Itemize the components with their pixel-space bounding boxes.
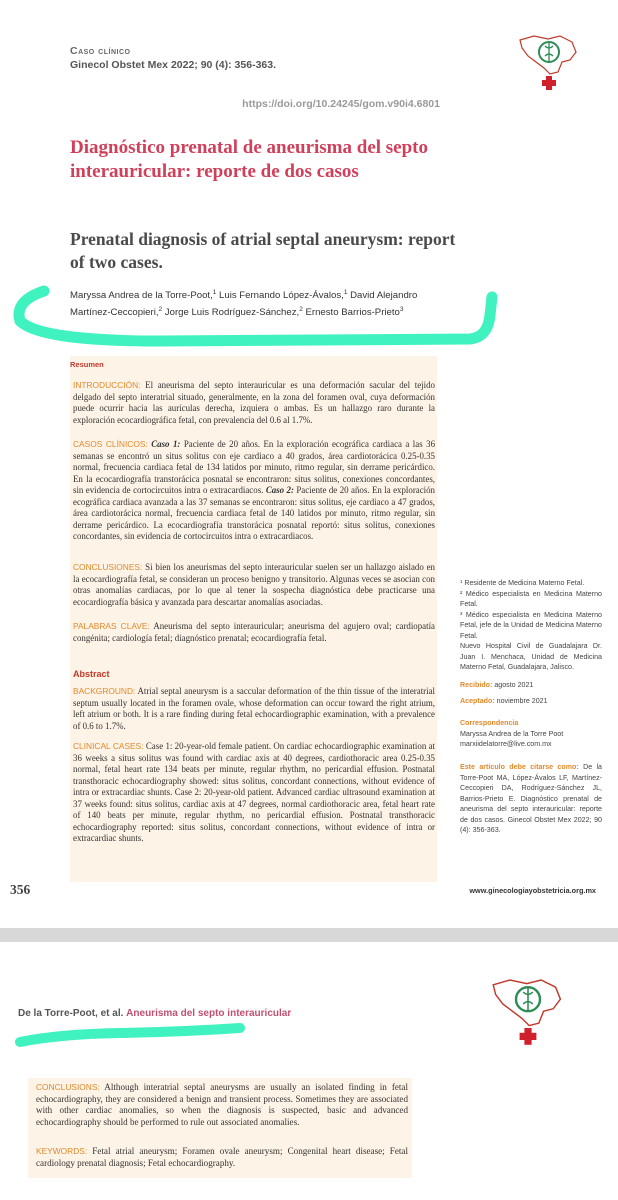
affiliations <box>460 578 602 673</box>
accepted-date <box>460 696 602 707</box>
doi-link[interactable]: https://doi.org/10.24245/gom.v90i4.6801 <box>242 98 440 110</box>
running-header-author: De la Torre-Poot, et al. <box>18 1008 124 1019</box>
abstract-conclusions <box>36 1082 408 1128</box>
resumen-casos <box>73 439 435 543</box>
clinical-cases-label: CLINICAL CASES: <box>73 741 144 751</box>
affiliation-item: ³ Médico especialista en Medicina Materno Fetal, jefe de la Unidad de Medicina Materno Fetal. <box>460 610 602 640</box>
abstract-keywords <box>36 1146 408 1169</box>
palabras-clave-label: PALABRAS CLAVE: <box>73 621 150 631</box>
society-logo <box>486 972 570 1048</box>
palabras-clave-text: Aneurisma del septo interauricular; aneurisma del agujero oval; cardiopatía congénita; cardiología fetal; diagnóstico prenatal; ecocardiografía fetal. <box>73 621 435 643</box>
conclusions-text: Although interatrial septal aneurysms are usually an isolated finding in fetal echocardiography, they are considered a benign and transient process. Sometimes they are associated with other cardiac anomalies, so when the diagnosis is suspected, basic and advanced echocardiography should be performed to rule out associated anomalies. <box>36 1082 408 1127</box>
abstract-clinical-cases <box>73 741 435 845</box>
conclusions-label: CONCLUSIONS: <box>36 1082 100 1092</box>
background-label: BACKGROUND: <box>73 686 136 696</box>
page-separator <box>0 928 618 942</box>
resumen-introduccion <box>73 380 435 426</box>
author-name: Ernesto Barrios-Prieto <box>302 307 400 319</box>
background-text: Atrial septal aneurysm is a saccular deformation of the thin tissue of the interatrial septum usually located in the foramen ovale, whose deformation can occur toward the right atrium, left atrium or both. It is a rare finding during fetal echocardiographic examination, with a prevalence of 0.6 to 1.7%. <box>73 686 435 731</box>
correspondence-email[interactable]: marxiidelatorre@live.com.mx <box>460 740 552 748</box>
correspondence-name: Maryssa Andrea de la Torre Poot <box>460 729 564 738</box>
correspondence <box>460 718 602 750</box>
author-affiliation-mark: 2 <box>299 306 303 314</box>
resumen-heading: Resumen <box>70 360 104 369</box>
accepted-value: noviembre 2021 <box>496 697 548 705</box>
resumen-palabras-clave <box>73 621 435 644</box>
cite-label: Este artículo debe citarse como: <box>460 763 579 771</box>
author-name: Maryssa Andrea de la Torre-Poot, <box>70 290 213 302</box>
affiliation-item: ² Médico especialista en Medicina Materno Fetal. <box>460 589 602 608</box>
accepted-label: Aceptado: <box>460 697 495 705</box>
section-label: Caso clínico <box>70 45 131 57</box>
journal-citation: Ginecol Obstet Mex 2022; 90 (4): 356-363. <box>70 59 277 71</box>
received-value: agosto 2021 <box>494 681 534 689</box>
author-affiliation-mark: 3 <box>399 306 404 314</box>
keywords-label: KEYWORDS: <box>36 1146 88 1156</box>
author-name: David Alejandro Martínez-Ceccopieri, <box>70 290 418 319</box>
introduccion-label: INTRODUCCIÓN: <box>73 380 141 390</box>
introduccion-text: El aneurisma del septo interauricular es una deformación sacular del tejido delgado del septo interatrial situado, generalmente, en la zona del foramen oval, cuya deformación puede ocurrir hacia las aurículas derecha, izquiera o ambas. Es un hallazgo raro durante la exploración ecocardiográfica fetal, con prevalencia del 0.6 al 1.7%. <box>73 380 435 425</box>
cite-text: De la Torre-Poot MA, López-Ávalos LF, Martínez-Ceccopieri DA, Rodríguez-Sánchez JL, Barrios-Prieto E. Diagnóstico prenatal de aneurisma del septo interauricular: reporte de dos casos. Ginecol Obstet Mex 2022; 90 (4): 356-363. <box>460 763 603 834</box>
author-affiliation-mark: 1 <box>343 289 348 296</box>
affiliation-item: ¹ Residente de Medicina Materno Fetal. <box>460 579 585 587</box>
abstract-background <box>73 686 435 732</box>
article-title-spanish: Diagnóstico prenatal de aneurisma del septo interauricular: reporte de dos casos <box>70 137 429 182</box>
conclusiones-label: CONCLUSIONES: <box>73 562 143 572</box>
correspondence-label: Correspondencia <box>460 719 519 727</box>
abstract-heading: Abstract <box>73 669 110 679</box>
caso2-text: Paciente de 20 años. En la exploración ecográfica cardiaca avanzada a las 37 semanas se encontraron: situs solitus, eje cardiaco a 47 grados, área cardiotorácica normal, frecuencia cardiaca fetal de 140 latidos por minuto, ritmo regular, sin derrame pericárdico. La ecocardiografía transtorácica posnatal reportó: situs solitus, conexiones concordantes, sin evidencia de cortocircuitos intra o extracardiacos. <box>73 485 435 541</box>
cite-as <box>460 762 602 836</box>
casos-label: CASOS CLÍNICOS: <box>73 439 148 449</box>
affiliation-item: Nuevo Hospital Civil de Guadalajara Dr. Juan I. Menchaca, Unidad de Medicina Materno Fetal, Guadalajara, Jalisco. <box>460 642 602 671</box>
author-name: Luis Fernando López-Ávalos, <box>216 290 344 302</box>
journal-website[interactable]: www.ginecologiayobstetricia.org.mx <box>469 886 596 895</box>
running-header-title: Aneurisma del septo interauricular <box>126 1008 292 1019</box>
author-affiliation-mark: 2 <box>158 306 163 314</box>
keywords-text: Fetal atrial aneurysm; Foramen ovale aneurysm; Congenital heart disease; Fetal cardiology prenatal diagnosis; Fetal echocardiography. <box>36 1146 408 1168</box>
society-logo <box>514 30 584 92</box>
page-number: 356 <box>10 882 31 897</box>
highlighter-mark <box>0 1018 260 1058</box>
clinical-cases-text: Case 1: 20-year-old female patient. On cardiac echocardiographic examination at 36 weeks a situs solitus was found with cardiac axis at 40 degrees, cardiothoracic area 0.25-0.35 normal, fetal heart rate 134 beats per minute, regular rhythm, no pericardial effusion. Postnatal transthoracic echocardiography showed: situs solitus, concordant connections, without evidence of intra or extracardiac shunts. Case 2: 20-year-old patient. Advanced cardiac ultrasound examination at 37 weeks found: situs solitus, cardiac axis at 47 degrees, normal cardiothoracic area, fetal heart rate of 140 beats per minute, regular rhythm, no pericardial effusion. Postnatal transthoracic echocardiography reported: situs solitus, concordant connections, without evidence of intra or extracardiac shunts. <box>73 741 435 843</box>
author-name: Jorge Luis Rodríguez-Sánchez, <box>162 307 300 319</box>
received-date <box>460 680 602 691</box>
caso1-label: Caso 1: <box>151 439 181 449</box>
author-affiliation-mark: 1 <box>212 289 217 296</box>
received-label: Recibido: <box>460 681 493 689</box>
article-title-english: Prenatal diagnosis of atrial septal aneurysm: report of two cases. <box>70 229 456 272</box>
conclusiones-text: Si bien los aneurismas del septo interauricular suelen ser un hallazgo aislado en la ecocardiografía fetal, se consideran un proceso benigno y transitorio. Algunas veces se asocian con otras anomalías cardiacas, por lo que al tener la sospecha diagnóstica debe practicarse una ecocardiografía básica y avanzada para descartar anomalías asociadas. <box>73 562 435 607</box>
caso2-label: Caso 2: <box>265 485 294 495</box>
resumen-conclusiones <box>73 562 435 608</box>
caso1-text: Paciente de 20 años. En la exploración ecográfica cardiaca a las 36 semanas se encontró un situs solitus con eje cardiaco a 40 grados, área cardiotorácica 0.25-0.35 normal, frecuencia cardiaca fetal de 134 latidos por minuto, ritmo regular, sin derrame pericárdico. En la ecocardiografía transtorácica posnatal se encontraron: situs solitus, conexiones concordantes, sin evidencia de cortocircuitos intra o extracardiacos. <box>73 439 436 495</box>
highlighter-mark <box>0 275 618 355</box>
